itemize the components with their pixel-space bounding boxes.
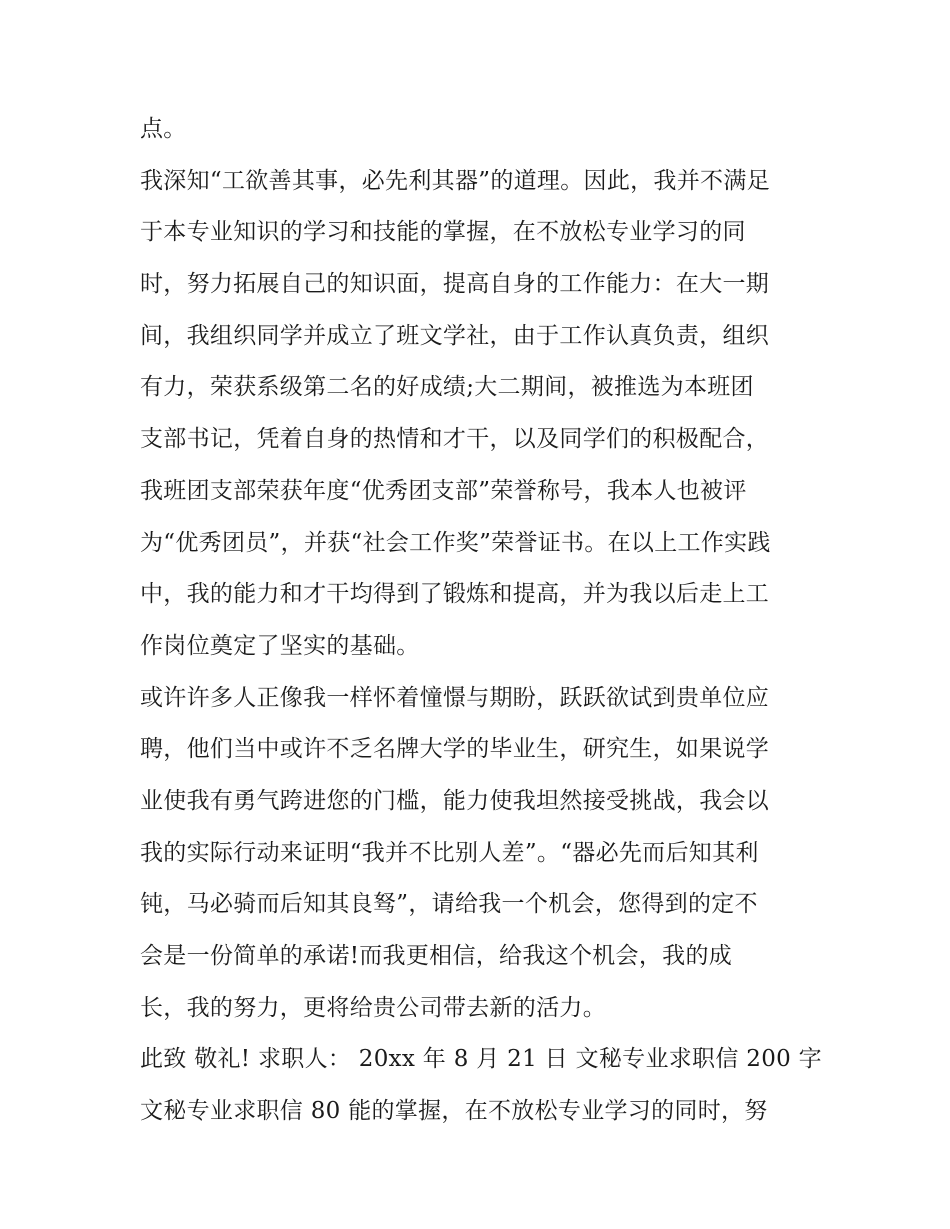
text-line: 或许许多人正像我一样怀着憧憬与期盼，跃跃欲试到贵单位应 bbox=[140, 684, 770, 711]
text-line: 支部书记，凭着自身的热情和才干，以及同学们的积极配合， bbox=[140, 426, 770, 453]
text-line: 业使我有勇气跨进您的门槛，能力使我坦然接受挑战，我会以 bbox=[140, 787, 770, 814]
text-line: 间，我组织同学并成立了班文学社，由于工作认真负责，组织 bbox=[140, 322, 770, 349]
text-line: 文秘专业求职信 80 能的掌握，在不放松专业学习的同时，努 bbox=[140, 1098, 768, 1125]
text-line: 我班团支部荣获年度“优秀团支部”荣誉称号，我本人也被评 bbox=[140, 477, 747, 504]
text-line: 会是一份简单的承诺!而我更相信，给我这个机会，我的成 bbox=[140, 943, 733, 969]
text-line: 点。 bbox=[140, 116, 187, 142]
text-line: 钝，马必骑而后知其良驽”，请给我一个机会，您得到的定不 bbox=[140, 891, 758, 918]
document-body bbox=[140, 104, 820, 1138]
text-line: 我的实际行动来证明“我并不比别人差”。“器必先而后知其利 bbox=[140, 839, 759, 866]
text-line: 时，努力拓展自己的知识面，提高自身的工作能力：在大一期 bbox=[140, 271, 770, 298]
text-line: 于本专业知识的学习和技能的掌握，在不放松专业学习的同 bbox=[140, 219, 746, 246]
text-line: 长，我的努力，更将给贵公司带去新的活力。 bbox=[140, 994, 606, 1021]
text-line: 聘，他们当中或许不乏名牌大学的毕业生，研究生，如果说学 bbox=[140, 736, 770, 763]
text-line: 为“优秀团员”，并获“社会工作奖”荣誉证书。在以上工作实践 bbox=[140, 529, 771, 556]
text-line: 作岗位奠定了坚实的基础。 bbox=[140, 632, 420, 659]
text-line: 中，我的能力和才干均得到了锻炼和提高，并为我以后走上工 bbox=[140, 581, 770, 608]
text-line: 此致 敬礼! 求职人： 20xx 年 8 月 21 日 文秘专业求职信 200 字 bbox=[140, 1046, 822, 1073]
text-line: 我深知“工欲善其事，必先利其器”的道理。因此，我并不满足 bbox=[140, 167, 770, 194]
text-line: 有力，荣获系级第二名的好成绩;大二期间，被推选为本班团 bbox=[140, 374, 754, 401]
